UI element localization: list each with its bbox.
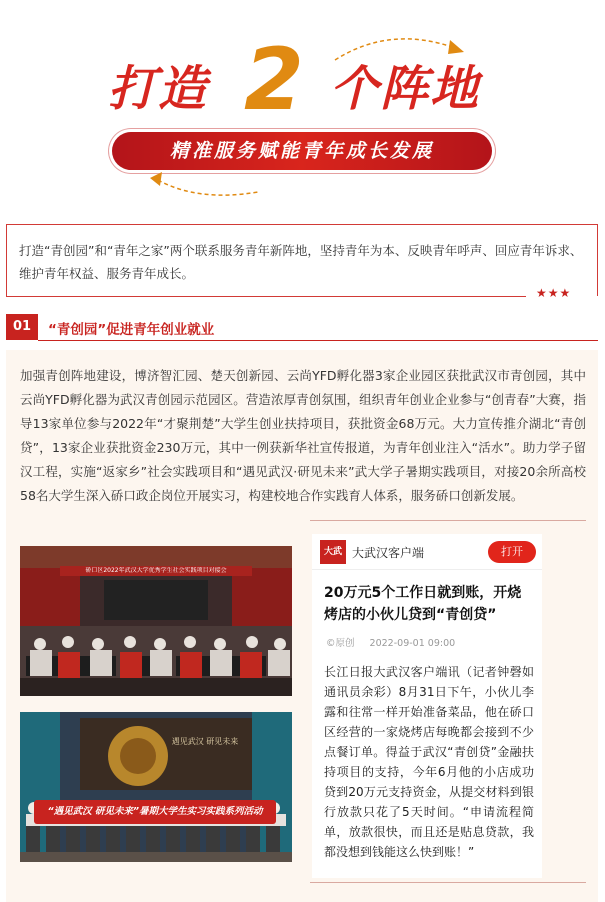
article-title: 20万元5个工作日就到账，开烧烤店的小伙儿贷到“青创贷” — [324, 585, 522, 623]
article-body: 长江日报大武汉客户端讯（记者钟磬如 通讯员余彩）8月31日下午，小伙儿李露和往常一样开始准备菜品，他在硚口区经营的一家烧烤店每晚都会接到不少点餐订单。得益于武汉“青创贷”金融扶持项目的支持，今年6月他的小店成功贷到20万元支持资金，从提交材料到银行放款只花了5天时间。“申请流程简单，放款很快，而且还是贴息贷款，我都没想到钱能这么快到账！” — [324, 665, 547, 859]
app-name: 大武汉客户端 — [352, 546, 425, 560]
card-bottom-divider — [310, 882, 586, 883]
article-source: ©原创 — [326, 638, 355, 649]
group-banner-text: “遇见武汉 研见未来”暑期大学生实习实践系列活动 — [47, 806, 263, 817]
news-article-card — [312, 534, 547, 878]
star-decoration: ★★★ — [536, 286, 572, 300]
section-number-badge: 01 — [6, 314, 38, 340]
meeting-banner-text: 硚口区2022年武汉大学优秀学生社会实践项目对接会 — [85, 567, 227, 574]
page-title — [108, 30, 508, 130]
group-photo — [20, 712, 292, 862]
intro-divider — [6, 296, 526, 297]
app-logo-icon: 大武汉 — [320, 540, 346, 564]
dashed-arrow-decoration-bottom — [148, 168, 268, 202]
open-app-button[interactable]: 打开 — [488, 541, 536, 563]
section-title: “青创园”促进青年创业就业 — [48, 322, 215, 338]
subtitle-ribbon: 精准服务赋能青年成长发展 — [112, 132, 492, 170]
screen-slogan-text: 遇见武汉 研见未来 — [171, 737, 239, 746]
section-body-text: 加强青创阵地建设，博济智汇园、楚天创新园、云尚YFD孵化器3家企业园区获批武汉市青创园，其中云尚YFD孵化器为武汉青创园示范园区。营造浓厚青创氛围，组织青年创业企业参与“创青春”大赛，指导13家单位参与2022年“才聚荆楚”大学生创业扶持项目，获批资金68万元。大力宣传推介湖北“青创贷”，13家企业获批资金230万元，其中一例获新华社宣传报道，为青年创业注入“活水”。助力学子留汉工程，实施“返家乡”社会实践项目和“遇见武汉·研见未来”武大学子暑期实践项目，对接20余所高校58名大学生深入硚口政企岗位开展实习，构建校地合作实践育人体系，服务硚口创新发展。 — [20, 368, 586, 503]
card-top-divider — [310, 520, 586, 521]
header-banner — [0, 0, 605, 210]
intro-box: 打造“青创园”和“青年之家”两个联系服务青年新阵地，坚持青年为本、反映青年呼声、回应青年诉求、维护青年权益、服务青年成长。 — [6, 224, 598, 296]
article-meta — [326, 635, 467, 649]
title-number: 2 — [244, 30, 304, 130]
app-bar — [312, 534, 542, 581]
article-date: 2022-09-01 09:00 — [369, 638, 456, 649]
title-prefix: 打造 — [108, 61, 209, 117]
section-divider — [38, 340, 598, 341]
meeting-photo — [20, 546, 292, 696]
title-suffix: 个阵地 — [330, 61, 481, 117]
